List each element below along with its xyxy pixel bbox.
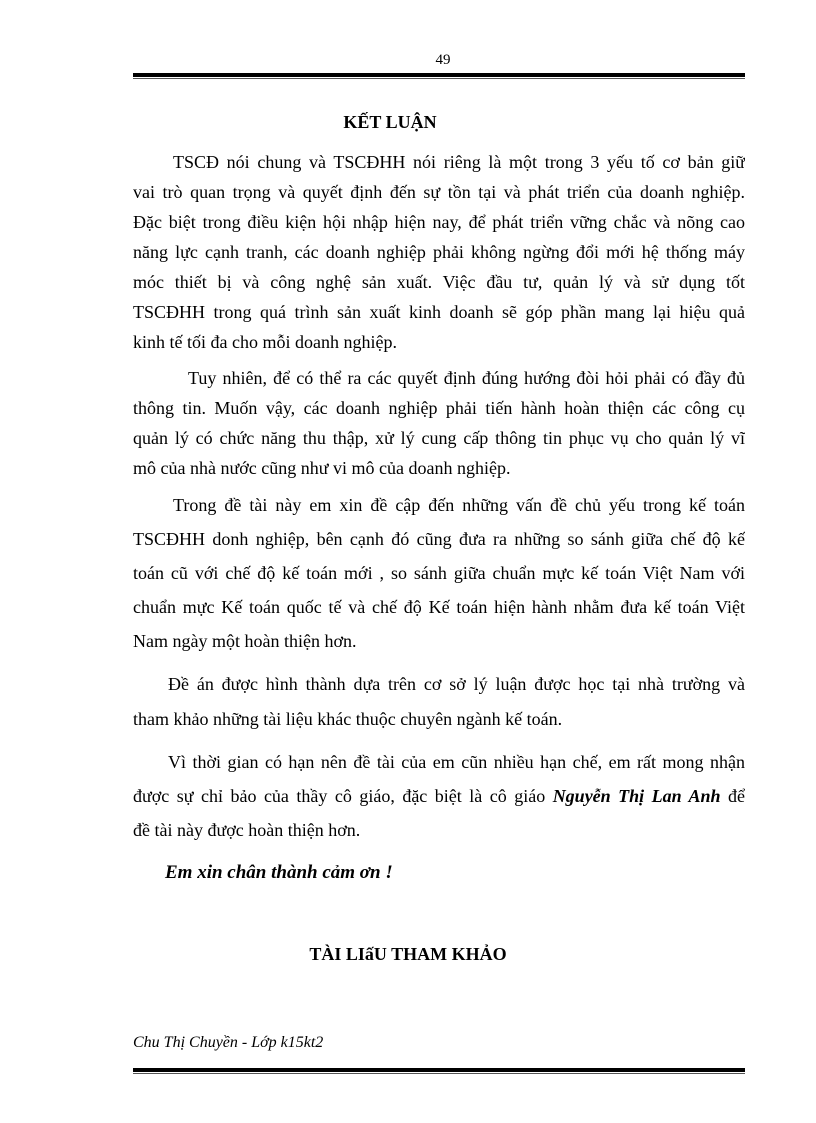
paragraph-4	[133, 667, 745, 737]
page-number: 49	[435, 52, 451, 68]
text-line: kinh tế tối đa cho mỗi doanh nghiệp.	[133, 332, 397, 352]
paragraph-1	[133, 147, 745, 357]
text-line: tham khảo những tài liệu khác thuộc chuyên ngành kế toán.	[133, 709, 563, 729]
text-line: TSCĐHH trong quá trình sản xuất kinh doanh sẽ góp phần mang lại hiệu quả	[133, 302, 745, 322]
text-line: Đặc biệt trong điều kiện hội nhập hiện nay, để phát triển vững chắc và nõng cao	[133, 212, 745, 232]
text-line: móc thiết bị và công nghệ sản xuất. Việc đầu tư, quản lý và sử dụng tốt	[133, 272, 745, 292]
text-line: Đề án được hình thành dựa trên cơ sở lý luận được học tại nhà trường và	[168, 674, 745, 694]
text-line: mô của nhà nước cũng như vi mô của doanh nghiệp.	[133, 458, 511, 478]
text-line: TSCĐHH donh nghiệp, bên cạnh đó cũng đưa ra những so sánh giữa chế độ kế	[133, 529, 745, 549]
thanks-line: Em xin chân thành cảm ơn !	[165, 862, 393, 883]
section-title: KẾT LUẬN	[343, 112, 437, 132]
text-line: Vì thời gian có hạn nên đề tài của em cũn nhiều hạn chế, em rất mong nhận	[168, 752, 745, 772]
text-line: Nam ngày một hoàn thiện hơn.	[133, 631, 357, 651]
text-line: Trong đề tài này em xin đề cập đến những vấn đề chủ yếu trong kế toán	[173, 495, 745, 515]
paragraph-3	[133, 488, 745, 658]
footer-rule	[133, 1068, 745, 1074]
paragraph-5	[133, 745, 745, 847]
teacher-name: Nguyễn Thị Lan Anh	[552, 786, 721, 806]
references-heading: TÀI LIấU THAM KHẢO	[309, 944, 507, 964]
text-line	[133, 779, 745, 813]
text-line: toán cũ với chế độ kế toán mới , so sánh giữa chuẩn mực kế toán Việt Nam với	[133, 563, 745, 583]
text-line: chuẩn mực Kế toán quốc tế và chế độ Kế toán hiện hành nhằm đưa kế toán Việt	[133, 597, 745, 617]
text-line: thông tin. Muốn vậy, các doanh nghiệp phải tiến hành hoàn thiện các công cụ	[133, 398, 745, 418]
text-line: đề tài này được hoàn thiện hơn.	[133, 820, 361, 840]
footer-author: Chu Thị Chuyền - Lớp k15kt2	[133, 1034, 324, 1051]
text-segment: để	[720, 786, 745, 806]
text-line: TSCĐ nói chung và TSCĐHH nói riêng là một trong 3 yếu tố cơ bản giữ	[173, 152, 745, 172]
text-line: vai trò quan trọng và quyết định đến sự tồn tại và phát triển của doanh nghiệp.	[133, 182, 745, 202]
paragraph-2	[133, 363, 745, 483]
header-rule	[133, 73, 745, 79]
text-line: năng lực cạnh tranh, các doanh nghiệp phải không ngừng đổi mới hệ thống máy	[133, 242, 745, 262]
text-line: quản lý có chức năng thu thập, xử lý cung cấp thông tin phục vụ cho quản lý vĩ	[133, 428, 745, 448]
text-line: Tuy nhiên, để có thể ra các quyết định đúng hướng đòi hỏi phải có đầy đủ	[188, 368, 745, 388]
text-segment: được sự chỉ bảo của thầy cô giáo, đặc biệt là cô giáo	[133, 786, 553, 806]
